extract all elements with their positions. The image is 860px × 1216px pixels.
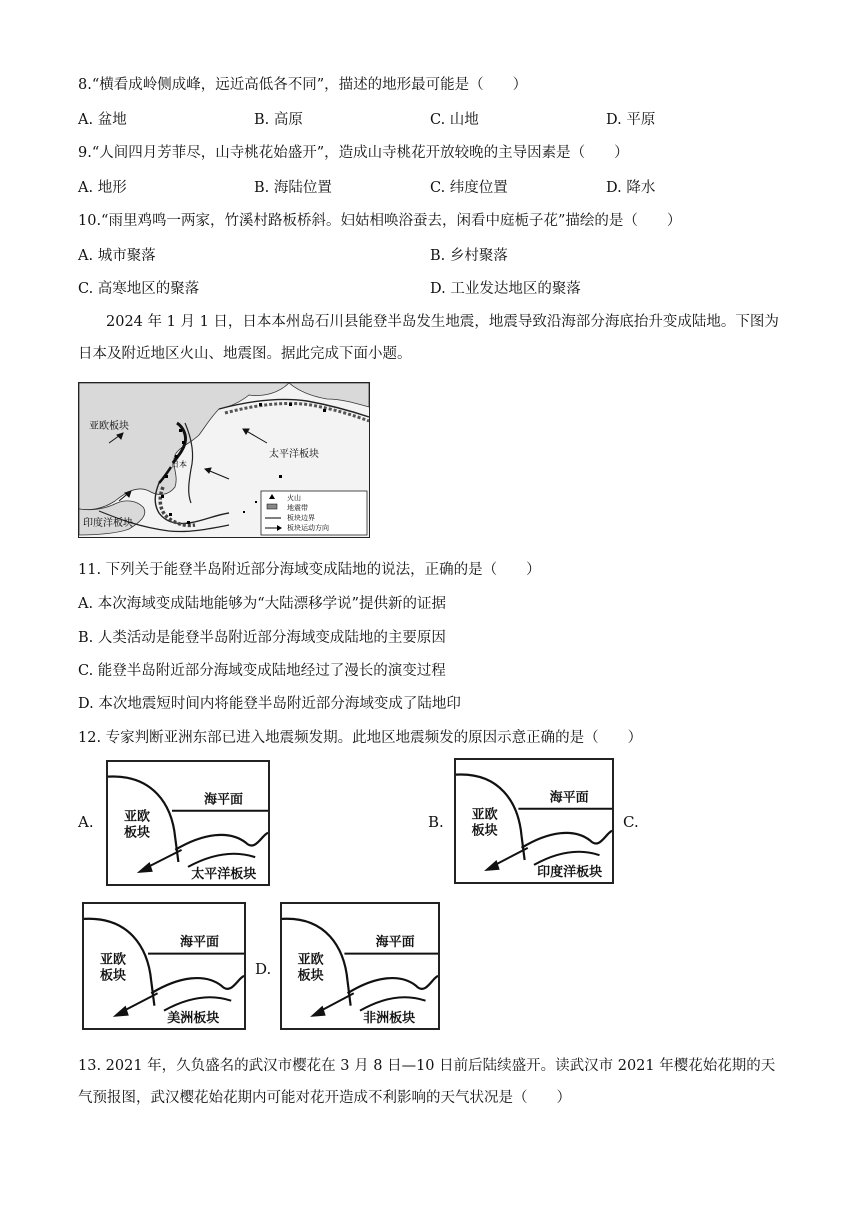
q12-stem: 12. 专家判断亚洲东部已进入地震频发期。此地区地震频发的原因示意正确的是（ ） — [78, 730, 643, 746]
q12-d-lower-plate-bottom — [360, 997, 426, 1010]
q9-option-d[interactable]: D. 降水 — [606, 180, 656, 196]
q11-option-b[interactable]: B. 人类活动是能登半岛附近部分海域变成陆地的主要原因 — [78, 630, 446, 646]
q12-d-lower-plate-label: 非洲板块 — [363, 1010, 416, 1026]
map-legend — [261, 491, 367, 535]
q12-b-upper-plate-label: 亚欧 — [471, 807, 498, 823]
map-label-pacific: 太平洋板块 — [269, 449, 319, 460]
japan-volcano-earthquake-map — [78, 382, 370, 538]
q12-a-sea-level-label: 海平面 — [204, 792, 244, 808]
q12-b-motion-arrowhead — [484, 860, 500, 871]
q13-stem: 13. 2021 年，久负盛名的武汉市樱花在 3 月 8 日—10 日前后陆续盛开。读武汉市 2021 年樱花始花期的天气预报图，武汉樱花始花期内可能对花开造成不利影响的天气状况是（ ） — [78, 1058, 776, 1106]
q12-c-lower-plate-top — [151, 976, 244, 993]
q8-stem: 8.“横看成岭侧成峰，远近高低各不同”，描述的地形最可能是（ ） — [78, 77, 528, 93]
q12-a-upper-plate-label: 板块 — [124, 825, 151, 841]
q9-option-b[interactable]: B. 海陆位置 — [254, 180, 332, 196]
q12-a-motion-arrowhead — [137, 862, 153, 873]
intro-paragraph — [78, 306, 783, 370]
q12-b-lower-plate-bottom — [534, 852, 600, 865]
q9-option-c[interactable]: C. 纬度位置 — [430, 180, 508, 196]
q11-stem: 11. 下列关于能登半岛附近部分海域变成陆地的说法，正确的是（ ） — [78, 562, 541, 578]
q11-option-a[interactable]: A. 本次海域变成陆地能够为“大陆漂移学说”提供新的证据 — [78, 596, 447, 612]
q12-option-c-diagram[interactable] — [82, 902, 246, 1030]
q12-d-sea-level-label: 海平面 — [375, 935, 415, 951]
q12-option-c-letter[interactable]: C. — [623, 813, 639, 831]
q9-stem: 9.“人间四月芳菲尽，山寺桃花始盛开”，造成山寺桃花开放较晚的主导因素是（ ） — [78, 145, 629, 161]
q12-option-a-diagram[interactable] — [106, 760, 270, 886]
q12-option-a-letter[interactable]: A. — [78, 813, 94, 831]
q8-option-b[interactable]: B. 高原 — [254, 112, 303, 128]
q11-option-d[interactable]: D. 本次地震短时间内将能登半岛附近部分海域变成了陆地印 — [78, 696, 461, 712]
q8-option-a[interactable]: A. 盆地 — [78, 112, 127, 128]
q12-b-upper-plate-label: 板块 — [471, 823, 498, 839]
q12-a-upper-plate-label: 亚欧 — [124, 809, 151, 825]
q9-option-a[interactable]: A. 地形 — [78, 180, 127, 196]
q11-option-c[interactable]: C. 能登半岛附近部分海域变成陆地经过了漫长的演变过程 — [78, 663, 446, 679]
legend-volcano: 火山 — [287, 494, 301, 502]
q12-c-motion-arrowhead — [113, 1006, 129, 1017]
intro-text: 2024 年 1 月 1 日，日本本州岛石川县能登半岛发生地震，地震导致沿海部分海底抬升变成陆地。下图为日本及附近地区火山、地震图。据此完成下面小题。 — [78, 314, 779, 362]
map-label-japan: 日本 — [171, 460, 187, 469]
q12-c-upper-plate-label: 亚欧 — [100, 952, 127, 968]
q12-d-upper-plate-label: 板块 — [297, 968, 324, 984]
q12-option-b-diagram[interactable] — [454, 758, 614, 884]
q8-option-c[interactable]: C. 山地 — [430, 112, 479, 128]
q10-option-d[interactable]: D. 工业发达地区的聚落 — [430, 281, 581, 297]
q12-d-motion-arrowhead — [310, 1006, 326, 1017]
q12-option-b-letter[interactable]: B. — [428, 813, 444, 831]
q8-option-d[interactable]: D. 平原 — [606, 112, 656, 128]
q10-stem: 10.“雨里鸡鸣一两家，竹溪村路板桥斜。妇姑相唤浴蚕去，闲看中庭栀子花”描绘的是（ ） — [78, 213, 682, 229]
q12-c-sea-level-label: 海平面 — [180, 935, 220, 951]
legend-seismic-belt: 地震带 — [287, 504, 308, 512]
map-drawing — [79, 383, 369, 537]
q10-option-a[interactable]: A. 城市聚落 — [78, 248, 156, 264]
q12-b-lower-plate-top — [522, 831, 612, 848]
q12-a-lower-plate-label: 太平洋板块 — [191, 866, 257, 882]
legend-plate-boundary: 板块边界 — [287, 514, 315, 522]
q12-d-upper-plate-label: 亚欧 — [297, 952, 324, 968]
q10-option-b[interactable]: B. 乡村聚落 — [430, 248, 508, 264]
q12-c-upper-plate-label: 板块 — [100, 968, 127, 984]
q12-d-lower-plate-top — [348, 976, 438, 993]
q12-a-lower-plate-bottom — [188, 854, 255, 867]
q12-c-lower-plate-label: 美洲板块 — [167, 1010, 220, 1026]
q12-b-lower-plate-label: 印度洋板块 — [537, 864, 603, 880]
legend-plate-motion: 板块运动方向 — [287, 524, 329, 532]
map-label-eurasia: 亚欧板块 — [89, 421, 129, 432]
q12-option-d-diagram[interactable] — [280, 902, 440, 1030]
q12-option-d-letter[interactable]: D. — [255, 960, 272, 978]
q10-option-c[interactable]: C. 高寒地区的聚落 — [78, 281, 200, 297]
q12-c-lower-plate-bottom — [164, 997, 231, 1010]
map-label-indian: 印度洋板块 — [83, 518, 133, 529]
q12-a-lower-plate-top — [175, 833, 268, 850]
q12-b-sea-level-label: 海平面 — [549, 790, 589, 806]
